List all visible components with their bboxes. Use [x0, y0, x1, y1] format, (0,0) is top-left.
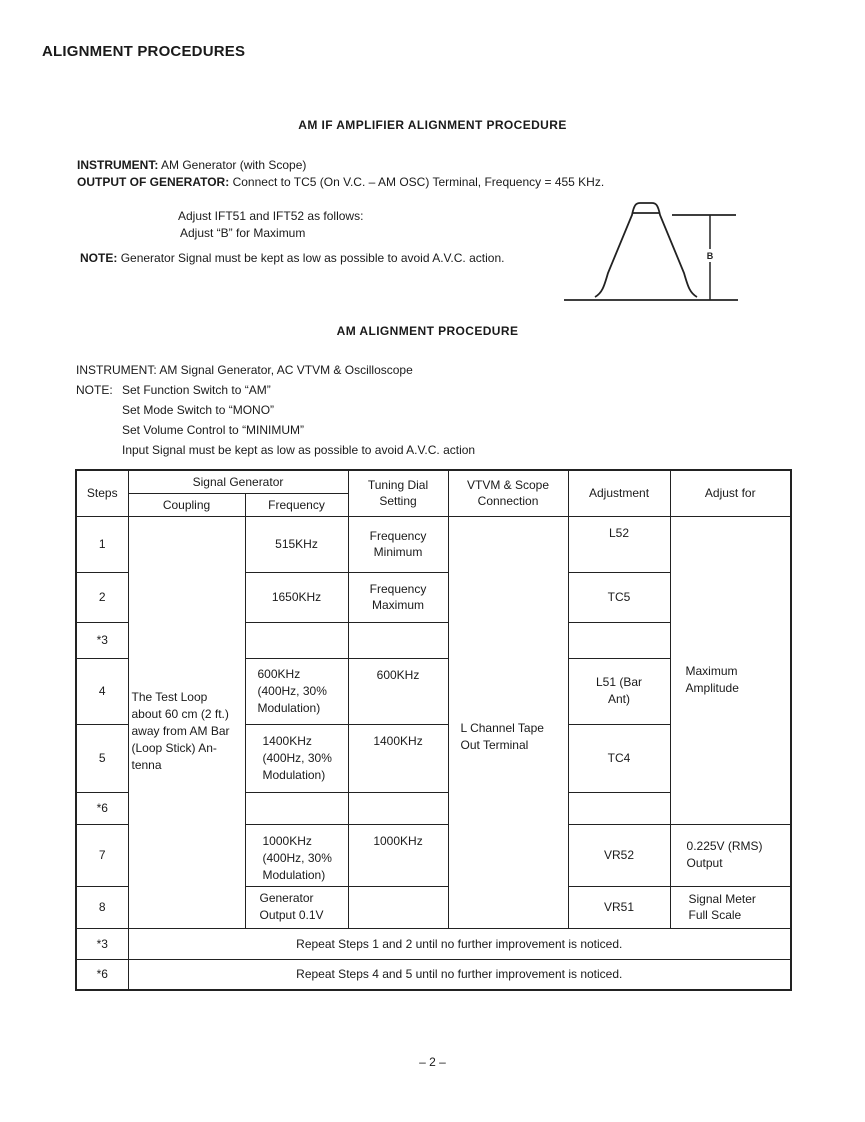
if-adjust-line-1: Adjust IFT51 and IFT52 as follows:: [178, 209, 364, 223]
tuning-cell: [348, 792, 448, 824]
frequency-text: 600KHz (400Hz, 30% Modulation): [257, 666, 327, 715]
if-output-value: Connect to TC5 (On V.C. – AM OSC) Terminal, Frequency = 455 KHz.: [232, 175, 605, 189]
adjustment-cell: VR51: [568, 886, 670, 928]
if-note-label: NOTE:: [80, 251, 118, 265]
adjust-for-cell: [670, 824, 791, 886]
header-coupling: Coupling: [128, 493, 245, 516]
am-instrument-value: AM Signal Generator, AC VTVM & Oscilloscope: [159, 363, 413, 377]
header-frequency: Frequency: [245, 493, 348, 516]
adjustment-cell: L52: [568, 516, 670, 572]
tuning-cell: [348, 886, 448, 928]
step-cell: 2: [76, 572, 128, 622]
table-footnote-row: [76, 959, 791, 990]
header-adjustment: Adjustment: [568, 470, 670, 516]
adjustment-cell: VR52: [568, 824, 670, 886]
frequency-cell: [245, 824, 348, 886]
table-footnote-row: [76, 928, 791, 959]
header-tuning: [348, 470, 448, 516]
am-note-label: NOTE:: [76, 383, 113, 397]
header-adjust-for: Adjust for: [670, 470, 791, 516]
if-adjust-line-2: Adjust “B” for Maximum: [180, 226, 306, 240]
adjustment-cell: TC4: [568, 724, 670, 792]
if-instrument-line: [77, 158, 306, 172]
adjustment-cell: [568, 622, 670, 658]
adjustment-cell: [568, 792, 670, 824]
header-vtvm-line-1: VTVM & Scope: [467, 478, 550, 493]
tuning-cell: 600KHz: [348, 658, 448, 724]
step-cell: 1: [76, 516, 128, 572]
frequency-cell: [245, 886, 348, 928]
am-note-1: Set Function Switch to “AM”: [122, 383, 271, 397]
header-steps: Steps: [76, 470, 128, 516]
if-note-line: [80, 251, 504, 265]
am-note-4: Input Signal must be kept as low as possible to avoid A.V.C. action: [122, 443, 476, 457]
tuning-cell: 1400KHz: [348, 724, 448, 792]
am-note-2: Set Mode Switch to “MONO”: [122, 403, 275, 417]
header-tuning-line-1: Tuning Dial: [367, 478, 429, 493]
connection-text: L Channel Tape Out Terminal: [460, 721, 544, 752]
tuning-text: Frequency Minimum: [369, 529, 427, 559]
step-cell: 8: [76, 886, 128, 928]
frequency-cell: 515KHz: [245, 516, 348, 572]
adjust-for-text: 0.225V (RMS) Output: [686, 839, 763, 870]
adjustment-text: L51 (Bar Ant): [596, 675, 643, 706]
if-output-line: [77, 175, 604, 189]
if-instrument-label: INSTRUMENT:: [77, 158, 159, 172]
tuning-cell: [348, 622, 448, 658]
if-section-title: AM IF AMPLIFIER ALIGNMENT PROCEDURE: [298, 118, 567, 132]
step-cell: *3: [76, 622, 128, 658]
frequency-text: Generator Output 0.1V: [259, 891, 324, 922]
if-response-waveform-figure: [560, 193, 745, 308]
adjustment-cell: [568, 658, 670, 724]
footnote-text: Repeat Steps 1 and 2 until no further improvement is noticed.: [128, 928, 791, 959]
header-vtvm: [448, 470, 568, 516]
header-signal-generator: Signal Generator: [128, 470, 348, 493]
tuning-text: Frequency Maximum: [369, 582, 427, 612]
footnote-step: *6: [76, 959, 128, 990]
alignment-table: [75, 469, 792, 991]
coupling-text: The Test Loop about 60 cm (2 ft.) away from AM Bar (Loop Stick) An-tenna: [131, 689, 230, 772]
header-tuning-line-2: Setting: [379, 494, 417, 509]
tuning-cell: [348, 572, 448, 622]
adjust-for-text: Signal Meter Full Scale: [688, 892, 756, 922]
header-vtvm-line-2: Connection: [477, 494, 539, 509]
page-number: – 2 –: [419, 1055, 446, 1069]
adjustment-cell: TC5: [568, 572, 670, 622]
step-cell: 7: [76, 824, 128, 886]
step-cell: *6: [76, 792, 128, 824]
connection-cell: [448, 516, 568, 928]
frequency-cell: 1650KHz: [245, 572, 348, 622]
if-output-label: OUTPUT OF GENERATOR:: [77, 175, 230, 189]
tuning-cell: 1000KHz: [348, 824, 448, 886]
am-instrument-label: INSTRUMENT:: [76, 363, 157, 377]
frequency-text: 1400KHz (400Hz, 30% Modulation): [262, 733, 332, 782]
if-instrument-value: AM Generator (with Scope): [161, 158, 307, 172]
response-curve: [595, 203, 697, 297]
frequency-cell: [245, 622, 348, 658]
frequency-cell: [245, 792, 348, 824]
tuning-cell: [348, 516, 448, 572]
frequency-cell: [245, 724, 348, 792]
adjust-for-text: Maximum Amplitude: [685, 664, 739, 695]
am-instrument-line: [76, 363, 413, 377]
step-cell: 4: [76, 658, 128, 724]
coupling-cell: [128, 516, 245, 928]
table-row: [76, 516, 791, 572]
frequency-cell: [245, 658, 348, 724]
frequency-text: 1000KHz (400Hz, 30% Modulation): [262, 833, 332, 882]
footnote-step: *3: [76, 928, 128, 959]
if-note-value: Generator Signal must be kept as low as possible to avoid A.V.C. action.: [120, 251, 505, 265]
table-header-row: [76, 470, 791, 493]
footnote-text: Repeat Steps 4 and 5 until no further improvement is noticed.: [128, 959, 791, 990]
b-label: B: [706, 251, 714, 261]
step-cell: 5: [76, 724, 128, 792]
adjust-for-cell: [670, 516, 791, 824]
am-section-title: AM ALIGNMENT PROCEDURE: [336, 324, 519, 338]
am-note-3: Set Volume Control to “MINIMUM”: [122, 423, 305, 437]
adjust-for-cell: [670, 886, 791, 928]
page-title: ALIGNMENT PROCEDURES: [42, 43, 246, 60]
